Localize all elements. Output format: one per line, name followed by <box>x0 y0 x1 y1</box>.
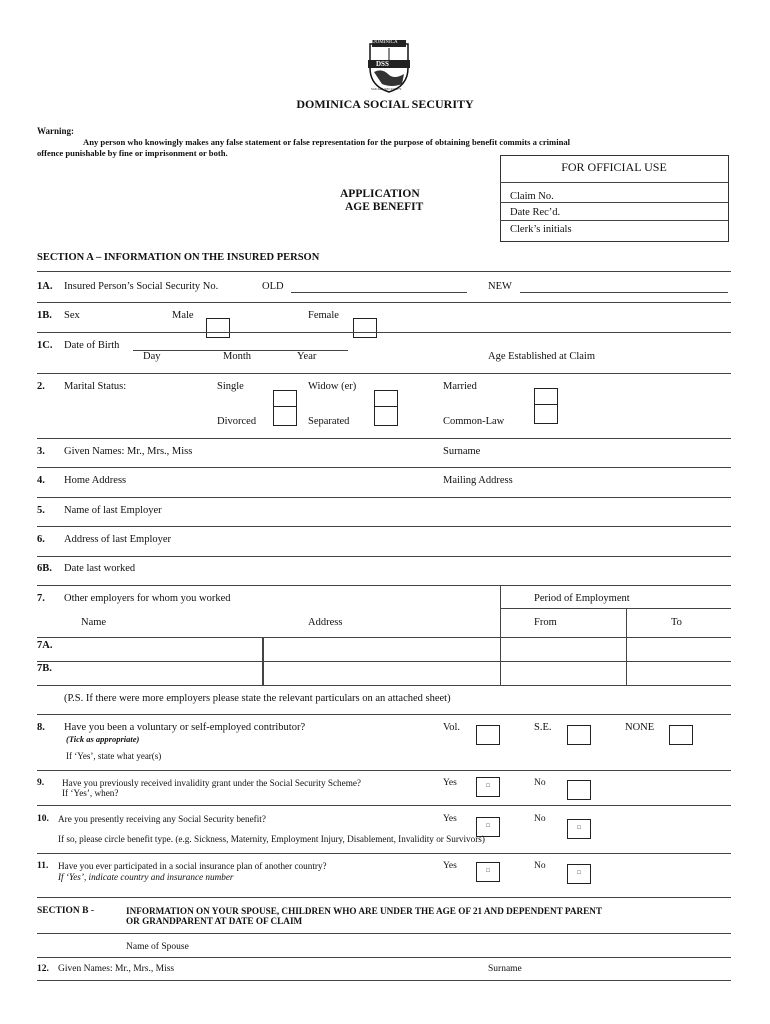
q10-sub-label: If so, please circle benefit type. (e.g. Sickness, Maternity, Employment Injury, Disablement, Invalidity or Survivors) <box>58 834 485 844</box>
vol-checkbox[interactable] <box>476 725 500 745</box>
row-7b-label: 7B. <box>37 663 52 674</box>
new-ss-number-input[interactable] <box>520 292 728 293</box>
divider <box>500 202 728 203</box>
q10-number: 10. <box>37 814 49 824</box>
warning-line1: Any person who knowingly makes any false statement or false representation for the purpose of obtaining benefit commits a criminal <box>83 137 571 147</box>
divider <box>37 957 731 958</box>
row-7a-label: 7A. <box>37 640 53 651</box>
clerk-initials-field[interactable]: Clerk’s initials <box>510 224 572 235</box>
divider <box>37 556 731 557</box>
q10-no-checkbox[interactable]: □ <box>567 819 591 839</box>
old-ss-number-input[interactable] <box>291 292 467 293</box>
divider <box>37 332 731 333</box>
q4-label: Home Address <box>64 475 127 486</box>
date-received-field[interactable]: Date Rec’d. <box>510 207 561 218</box>
divider <box>500 608 731 609</box>
q11-yes-checkbox[interactable]: □ <box>476 862 500 882</box>
q11-number: 11. <box>37 861 49 871</box>
divider <box>37 661 731 662</box>
q2-label: Marital Status: <box>64 381 127 392</box>
divider <box>37 467 731 468</box>
section-a-heading: SECTION A – INFORMATION ON THE INSURED PERSON <box>37 252 320 263</box>
age-benefit-title: AGE BENEFIT <box>345 201 424 213</box>
dss-logo <box>362 38 416 94</box>
separated-label: Separated <box>308 416 350 427</box>
logo-letters: DSS <box>376 60 389 68</box>
divider <box>37 714 731 715</box>
divider <box>500 182 728 183</box>
divorced-checkbox[interactable] <box>273 406 297 426</box>
section-b-label: SECTION B - <box>37 906 95 916</box>
divider <box>37 980 731 981</box>
q10-label: Are you presently receiving any Social Security benefit? <box>58 814 266 824</box>
q11-no-label: No <box>534 861 546 871</box>
day-label: Day <box>143 351 161 362</box>
warning-label: Warning: <box>37 126 75 136</box>
divider <box>37 897 731 898</box>
divider <box>37 438 731 439</box>
male-label: Male <box>172 310 194 321</box>
single-label: Single <box>217 381 244 392</box>
warning-line2: offence punishable by fine or imprisonment or both. <box>37 148 228 158</box>
q1c-number: 1C. <box>37 340 53 351</box>
q5-label: Name of last Employer <box>64 505 162 516</box>
divider <box>37 585 731 586</box>
q8-tick-note: (Tick as appropriate) <box>66 734 140 744</box>
q1b-number: 1B. <box>37 310 52 321</box>
q10-yes-label: Yes <box>443 814 457 824</box>
divider <box>500 220 728 221</box>
period-of-employment-header: Period of Employment <box>534 593 630 604</box>
none-label: NONE <box>625 722 655 733</box>
divider <box>37 805 731 806</box>
page-title: DOMINICA SOCIAL SECURITY <box>296 97 474 111</box>
q3-number: 3. <box>37 446 45 457</box>
q11-label: Have you ever participated in a social insurance plan of another country? <box>58 861 327 871</box>
q8-number: 8. <box>37 722 45 733</box>
q9-yes-label: Yes <box>443 778 457 788</box>
divider <box>37 302 731 303</box>
separated-checkbox[interactable] <box>374 406 398 426</box>
month-label: Month <box>223 351 252 362</box>
q7-label: Other employers for whom you worked <box>64 593 231 604</box>
q1a-number: 1A. <box>37 281 53 292</box>
new-ss-label: NEW <box>488 281 512 292</box>
none-checkbox[interactable] <box>669 725 693 745</box>
from-column-header: From <box>534 617 557 628</box>
male-checkbox[interactable] <box>206 318 230 338</box>
old-ss-label: OLD <box>262 281 284 292</box>
q4-number: 4. <box>37 475 45 486</box>
q9-label: Have you previously received invalidity grant under the Social Security Scheme? <box>62 778 362 788</box>
q2-number: 2. <box>37 381 45 392</box>
logo-bottom-text: SOCIAL SECURITY <box>371 87 402 91</box>
address-column-header: Address <box>308 617 343 628</box>
married-label: Married <box>443 381 477 392</box>
claim-no-field[interactable]: Claim No. <box>510 191 554 202</box>
q1b-label: Sex <box>64 310 80 321</box>
q12-label: Given Names: Mr., Mrs., Miss <box>58 964 175 974</box>
se-label: S.E. <box>534 722 552 733</box>
divider <box>37 685 731 686</box>
q12-number: 12. <box>37 964 49 974</box>
q7-number: 7. <box>37 593 45 604</box>
section-b-line2: OR GRANDPARENT AT DATE OF CLAIM <box>126 916 303 926</box>
q6b-number: 6B. <box>37 563 52 574</box>
official-use-header: FOR OFFICIAL USE <box>561 160 667 174</box>
q11-no-checkbox[interactable]: □ <box>567 864 591 884</box>
vol-label: Vol. <box>443 722 461 733</box>
divorced-label: Divorced <box>217 416 257 427</box>
section-b-line1: INFORMATION ON YOUR SPOUSE, CHILDREN WHO ARE UNDER THE AGE OF 21 AND DEPENDENT PARENT <box>126 906 603 916</box>
q11-yes-label: Yes <box>443 861 457 871</box>
name-column-header: Name <box>81 617 107 628</box>
q1a-label: Insured Person’s Social Security No. <box>64 281 219 292</box>
divider <box>37 933 731 934</box>
q10-no-label: No <box>534 814 546 824</box>
application-title: APPLICATION <box>340 188 420 200</box>
q6-label: Address of last Employer <box>64 534 172 545</box>
q9-number: 9. <box>37 778 45 788</box>
q12-surname-label: Surname <box>488 964 522 974</box>
female-label: Female <box>308 310 339 321</box>
mailing-address-label: Mailing Address <box>443 475 513 486</box>
se-checkbox[interactable] <box>567 725 591 745</box>
year-label: Year <box>297 351 317 362</box>
divider <box>37 637 731 638</box>
q11-sub-label: If ‘Yes’, indicate country and insurance number <box>58 872 234 882</box>
divider <box>37 770 731 771</box>
q6-number: 6. <box>37 534 45 545</box>
q5-number: 5. <box>37 505 45 516</box>
spouse-name-label: Name of Spouse <box>126 942 189 952</box>
logo-top-text: DOMINICA <box>372 40 398 45</box>
q3-label: Given Names: Mr., Mrs., Miss <box>64 446 193 457</box>
q9-yes-checkbox[interactable]: □ <box>476 777 500 797</box>
q9-sub-label: If ‘Yes’, when? <box>62 788 119 798</box>
common-law-checkbox[interactable] <box>534 404 558 424</box>
ps-note: (P.S. If there were more employers please state the relevant particulars on an attached sheet) <box>64 693 451 704</box>
divider <box>37 373 731 374</box>
q8-label: Have you been a voluntary or self-employed contributor? <box>64 722 306 733</box>
female-checkbox[interactable] <box>353 318 377 338</box>
age-established-label: Age Established at Claim <box>488 351 596 362</box>
q9-no-label: No <box>534 778 546 788</box>
q10-yes-checkbox[interactable]: □ <box>476 817 500 837</box>
divider <box>37 271 731 272</box>
q6b-label: Date last worked <box>64 563 136 574</box>
common-law-label: Common-Law <box>443 416 505 427</box>
divider <box>37 526 731 527</box>
divider <box>626 608 627 685</box>
divider <box>37 853 731 854</box>
divider <box>37 497 731 498</box>
divider <box>500 585 501 685</box>
to-column-header: To <box>671 617 682 628</box>
surname-label: Surname <box>443 446 481 457</box>
widow-label: Widow (er) <box>308 381 357 392</box>
q8-ifyes-note: If ‘Yes’, state what year(s) <box>66 751 162 761</box>
q1c-label: Date of Birth <box>64 340 120 351</box>
q9-no-checkbox[interactable] <box>567 780 591 800</box>
